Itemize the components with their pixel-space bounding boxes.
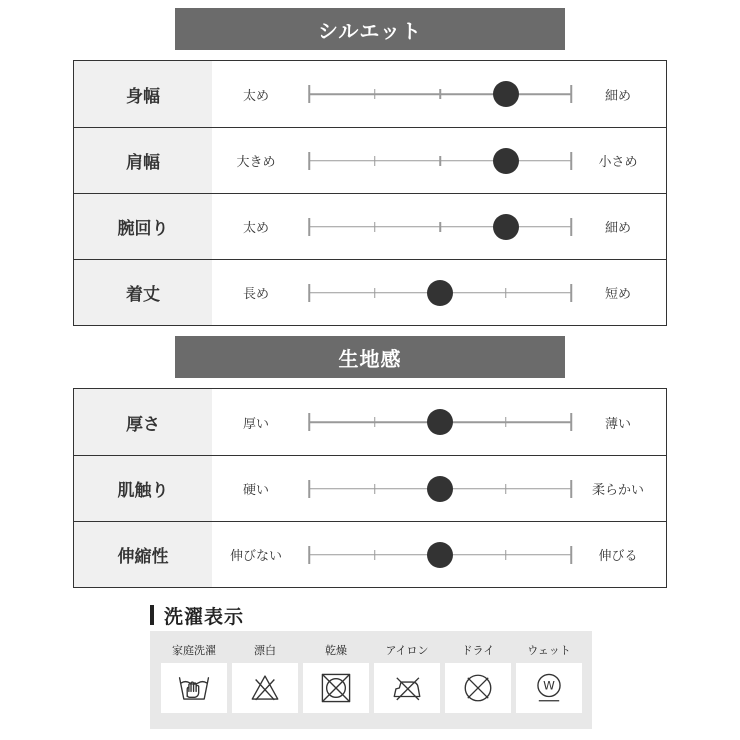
hand-wash-icon [177, 671, 211, 705]
scale-tick [374, 484, 376, 494]
care-item [445, 631, 511, 729]
care-label: ウェット [527, 644, 571, 657]
row-label: 肩幅 [74, 128, 212, 193]
scale-marker [493, 148, 519, 174]
care-panel [150, 631, 592, 729]
left-scale-label: 大きめ [236, 155, 276, 170]
scale-tick [505, 550, 507, 560]
rating-scale [309, 522, 571, 587]
care-heading [150, 603, 244, 627]
care-title: 洗濯表示 [164, 605, 245, 628]
care-item [374, 631, 440, 729]
rating-scale [309, 194, 571, 259]
row-label: 着丈 [74, 260, 212, 325]
scale-tick [308, 284, 310, 302]
no-tumble-dry-icon [319, 671, 353, 705]
scale-marker [493, 214, 519, 240]
right-scale-label: 柔らかい [591, 483, 644, 498]
rating-row [74, 455, 666, 521]
row-label: 肌触り [74, 456, 212, 521]
rating-scale [309, 128, 571, 193]
care-label: 家庭洗濯 [172, 644, 216, 657]
scale-tick [505, 484, 507, 494]
scale-tick [308, 85, 310, 103]
rating-scale [309, 260, 571, 325]
silhouette-table [73, 60, 667, 326]
care-item [232, 631, 298, 729]
no-bleach-icon [248, 671, 282, 705]
scale-tick [308, 152, 310, 170]
scale-tick [374, 417, 376, 427]
scale-marker [427, 280, 453, 306]
silhouette-header [175, 8, 565, 50]
rating-scale [309, 456, 571, 521]
left-scale-label: 太め [242, 221, 269, 236]
svg-text:W: W [543, 678, 555, 693]
rating-row [74, 521, 666, 587]
left-scale-label: 伸びない [229, 549, 282, 564]
scale-marker [427, 476, 453, 502]
scale-tick [439, 156, 441, 166]
care-label: ドライ [461, 644, 495, 657]
care-item [516, 631, 582, 729]
care-symbol-box [374, 663, 440, 713]
row-label: 腕回り [74, 194, 212, 259]
heading-bar [150, 605, 154, 625]
scale-tick [505, 417, 507, 427]
scale-tick [308, 218, 310, 236]
scale-tick [308, 546, 310, 564]
right-scale-label: 細め [604, 88, 631, 104]
row-label: 伸縮性 [74, 522, 212, 587]
no-iron-icon [390, 671, 424, 705]
texture-title: 生地感 [338, 346, 402, 371]
care-item [161, 631, 227, 729]
scale-tick [308, 413, 310, 431]
scale-tick [308, 480, 310, 498]
care-label: 乾燥 [325, 644, 347, 657]
scale-marker [493, 81, 519, 107]
scale-tick [374, 156, 376, 166]
rating-row [74, 389, 666, 455]
care-symbol-box [445, 663, 511, 713]
texture-header [175, 336, 565, 378]
care-symbol-box [161, 663, 227, 713]
scale-tick [374, 89, 376, 99]
care-label: アイロン [385, 644, 429, 657]
right-scale-label: 短め [604, 287, 631, 302]
rating-row [74, 259, 666, 325]
rating-row [74, 127, 666, 193]
right-scale-label: 伸びる [598, 549, 638, 564]
care-symbol-box [516, 663, 582, 713]
care-label: 漂白 [254, 644, 276, 657]
no-dry-clean-icon [461, 671, 495, 705]
row-label: 厚さ [74, 389, 212, 455]
care-symbol-box [232, 663, 298, 713]
right-scale-label: 小さめ [598, 155, 638, 170]
care-symbol-box [303, 663, 369, 713]
right-scale-label: 薄い [604, 416, 631, 432]
texture-table [73, 388, 667, 588]
rating-scale [309, 61, 571, 127]
care-item [303, 631, 369, 729]
left-scale-label: 硬い [242, 483, 269, 498]
scale-tick [439, 222, 441, 232]
scale-marker [427, 542, 453, 568]
left-scale-label: 厚い [242, 416, 269, 432]
scale-tick [374, 550, 376, 560]
left-scale-label: 長め [242, 287, 269, 302]
row-label: 身幅 [74, 61, 212, 127]
rating-scale [309, 389, 571, 455]
no-wet-clean-icon [532, 671, 566, 705]
rating-row [74, 61, 666, 127]
scale-tick [439, 89, 441, 99]
right-scale-label: 細め [604, 221, 631, 236]
scale-tick [374, 222, 376, 232]
scale-marker [427, 409, 453, 435]
rating-row [74, 193, 666, 259]
silhouette-title: シルエット [317, 18, 423, 43]
scale-tick [505, 288, 507, 298]
left-scale-label: 太め [242, 88, 269, 104]
scale-tick [374, 288, 376, 298]
